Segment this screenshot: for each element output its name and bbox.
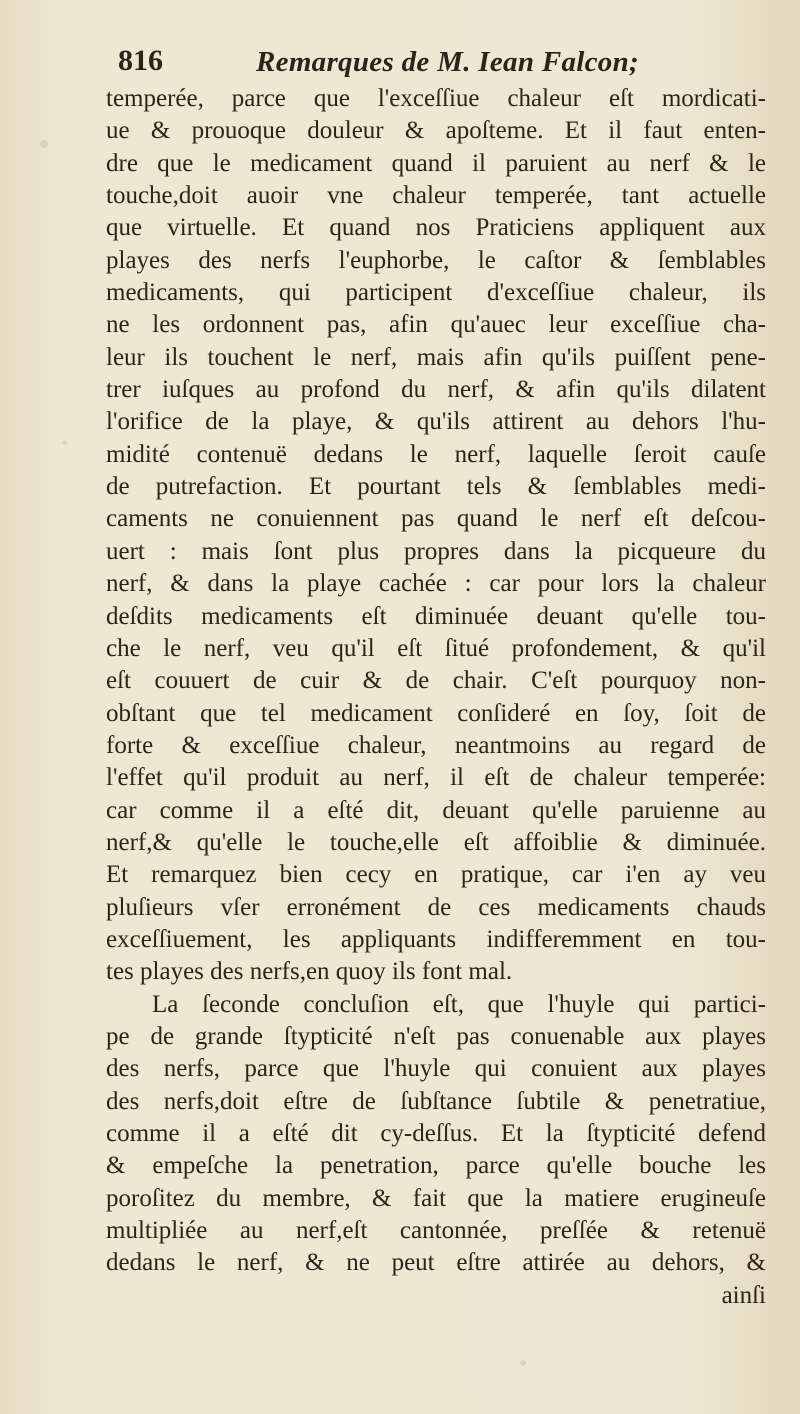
paragraph-first-line: La ſeconde concluſion eſt, que l'huyle qui partici- bbox=[152, 990, 766, 1018]
text-line: que virtuelle. Et quand nos Praticiens appliquent aux bbox=[106, 214, 766, 242]
paper-stain bbox=[520, 1360, 526, 1366]
paragraph-last-line: tes playes des nerfs,en quoy ils font mal. bbox=[106, 958, 513, 986]
text-line: multipliée au nerf,eſt cantonnée, preſſée & retenuë bbox=[106, 1217, 766, 1245]
text-line: nerf, & dans la playe cachée : car pour lors la chaleur bbox=[106, 570, 766, 598]
text-line: touche,doit auoir vne chaleur temperée, tant actuelle bbox=[106, 182, 766, 210]
text-line: medicaments, qui participent d'exceſſiue chaleur, ils bbox=[106, 279, 766, 307]
text-line: des nerfs,doit eſtre de ſubſtance ſubtile & penetratiue, bbox=[106, 1087, 766, 1115]
text-line: che le nerf, veu qu'il eſt ſitué profondement, & qu'il bbox=[106, 634, 766, 662]
page-number: 816 bbox=[118, 44, 163, 77]
text-line: exceſſiuement, les appliquants indifferemment en tou- bbox=[106, 925, 766, 953]
text-line: poroſitez du membre, & fait que la matiere erugineuſe bbox=[106, 1184, 766, 1212]
text-line: playes des nerfs l'euphorbe, le caſtor & ſemblables bbox=[106, 246, 766, 274]
text-line: & empeſche la penetration, parce qu'elle bouche les bbox=[106, 1152, 766, 1180]
text-line: comme il a eſté dit cy-deſſus. Et la ſtypticité defend bbox=[106, 1120, 766, 1147]
text-line: dre que le medicament quand il paruient au nerf & le bbox=[106, 149, 766, 177]
text-line: l'orifice de la playe, & qu'ils attirent au dehors l'hu- bbox=[106, 408, 766, 436]
catchword: ainſi bbox=[721, 1281, 766, 1309]
text-line: Et remarquez bien cecy en pratique, car i'en ay veu bbox=[106, 861, 766, 889]
text-line: ne les ordonnent pas, afin qu'auec leur exceſſiue cha- bbox=[106, 311, 766, 339]
paper-stain bbox=[40, 140, 48, 148]
text-line: eſt couuert de cuir & de chair. C'eſt pourquoy non- bbox=[106, 667, 766, 695]
text-line: trer iuſques au profond du nerf, & afin qu'ils dilatent bbox=[106, 376, 766, 404]
text-line: temperée, parce que l'exceſſiue chaleur eſt mordicati- bbox=[106, 85, 766, 112]
text-line: deſdits medicaments eſt diminuée deuant qu'elle tou- bbox=[106, 602, 766, 630]
paper-stain bbox=[62, 440, 67, 445]
text-line: dedans le nerf, & ne peut eſtre attirée au dehors, & bbox=[106, 1249, 766, 1277]
text-line: des nerfs, parce que l'huyle qui conuient aux playes bbox=[106, 1055, 766, 1083]
text-line: pluſieurs vſer erronément de ces medicaments chauds bbox=[106, 893, 766, 921]
text-line: l'effet qu'il produit au nerf, il eſt de chaleur temperée: bbox=[106, 764, 766, 792]
text-line: pe de grande ſtypticité n'eſt pas conuenable aux playes bbox=[106, 1022, 766, 1050]
text-line: leur ils touchent le nerf, mais afin qu'ils puiſſent pene- bbox=[106, 343, 766, 371]
text-line: ue & prouoque douleur & apoſteme. Et il faut enten- bbox=[106, 117, 766, 145]
running-title: Remarques de M. Iean Falcon; bbox=[256, 46, 639, 78]
page-header bbox=[118, 40, 758, 88]
text-line: obſtant que tel medicament conſideré en ſoy, ſoit de bbox=[106, 699, 766, 727]
text-line: midité contenuë dedans le nerf, laquelle ſeroit cauſe bbox=[106, 440, 766, 468]
text-line: de putrefaction. Et pourtant tels & ſemblables medi- bbox=[106, 473, 766, 501]
body-text bbox=[106, 83, 766, 1312]
text-line: caments ne conuiennent pas quand le nerf eſt deſcou- bbox=[106, 505, 766, 533]
text-line: forte & exceſſiue chaleur, neantmoins au regard de bbox=[106, 731, 766, 759]
text-line: car comme il a eſté dit, deuant qu'elle paruienne au bbox=[106, 796, 766, 824]
text-line: nerf,& qu'elle le touche,elle eſt affoiblie & diminuée. bbox=[106, 828, 766, 856]
text-line: uert : mais ſont plus propres dans la picqueure du bbox=[106, 537, 766, 565]
